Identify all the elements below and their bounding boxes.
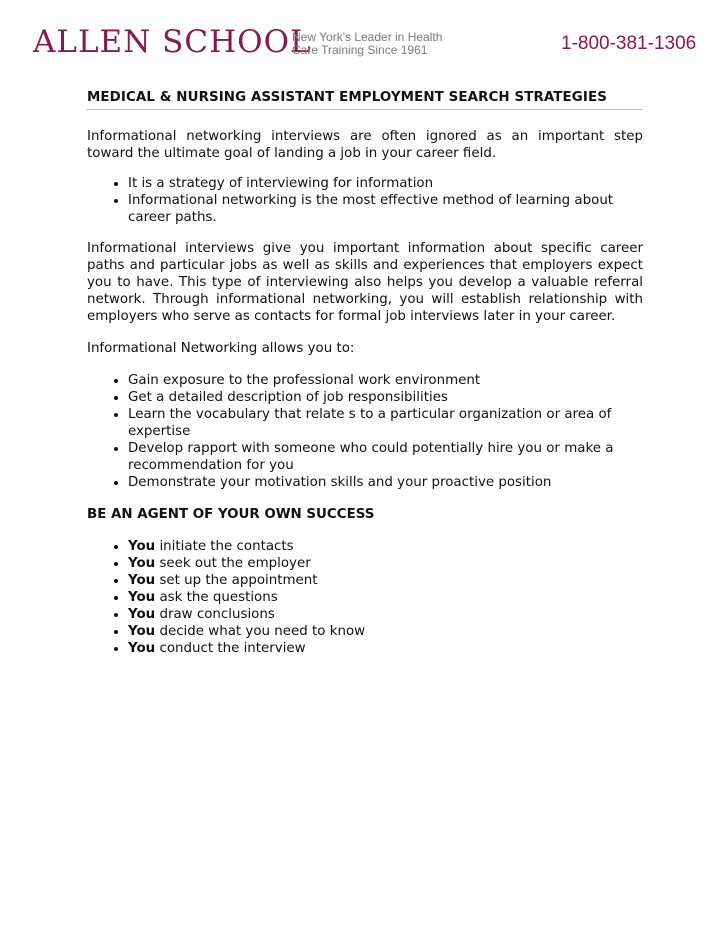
list-item (128, 640, 643, 657)
you-emphasis: You (128, 624, 156, 639)
list-item (128, 555, 643, 572)
bullet-text: draw conclusions (155, 607, 275, 622)
bullet-text: initiate the contacts (155, 539, 294, 554)
bullet-text: seek out the employer (155, 556, 311, 571)
you-emphasis: You (128, 539, 156, 554)
list-item: • Learn the vocabulary that relate s to a particular organization or area of expertise (128, 406, 643, 440)
list-item: • It is a strategy of interviewing for information (128, 175, 643, 192)
phone-number: 1-800-381-1306 (561, 33, 697, 54)
allows-bullet-list (87, 372, 643, 491)
bullet-text: conduct the interview (155, 641, 306, 656)
list-item (128, 623, 643, 640)
tagline-line-1: New York's Leader in Health (292, 30, 443, 44)
list-item: • Demonstrate your motivation skills and your proactive position (128, 474, 643, 491)
you-emphasis: You (128, 590, 156, 605)
list-item: • Gain exposure to the professional work environment (128, 372, 643, 389)
networking-allows-paragraph: Informational Networking allows you to: (87, 341, 355, 356)
list-item: • Get a detailed description of job responsibilities (128, 389, 643, 406)
list-item (128, 572, 643, 589)
list-item: • Develop rapport with someone who could potentially hire you or make a recommendation for you (128, 440, 643, 474)
bullet-text: decide what you need to know (155, 624, 366, 639)
section-heading: BE AN AGENT OF YOUR OWN SUCCESS (87, 507, 375, 522)
document-body (87, 89, 643, 657)
informational-interviews-paragraph: Informational interviews give you important information about specific career paths and particular jobs as well as skills and experiences that employers expect you to have. This type of interviewing also helps you develop a valuable referral network. Through informational networking, you will establish relationship with employers who serve as contacts for formal job interviews later in your career. (87, 241, 643, 324)
agent-bullet-list (87, 538, 643, 657)
intro-paragraph: Informational networking interviews are often ignored as an important step toward the ultimate goal of landing a job in your career field. (87, 129, 643, 161)
intro-bullet-list (87, 175, 643, 226)
you-emphasis: You (128, 641, 156, 656)
you-emphasis: You (128, 573, 156, 588)
list-item: • Informational networking is the most effective method of learning about career paths. (128, 192, 643, 226)
tagline (292, 31, 442, 57)
list-item (128, 606, 643, 623)
you-emphasis: You (128, 556, 156, 571)
bullet-text: set up the appointment (155, 573, 318, 588)
bullet-text: ask the questions (155, 590, 278, 605)
school-logo: ALLEN SCHOOL (33, 24, 312, 60)
you-emphasis: You (128, 607, 156, 622)
letterhead (0, 0, 728, 80)
list-item (128, 589, 643, 606)
list-item (128, 538, 643, 555)
document-title: MEDICAL & NURSING ASSISTANT EMPLOYMENT SEARCH STRATEGIES (87, 89, 643, 110)
tagline-line-2: Care Training Since 1961 (292, 43, 428, 57)
